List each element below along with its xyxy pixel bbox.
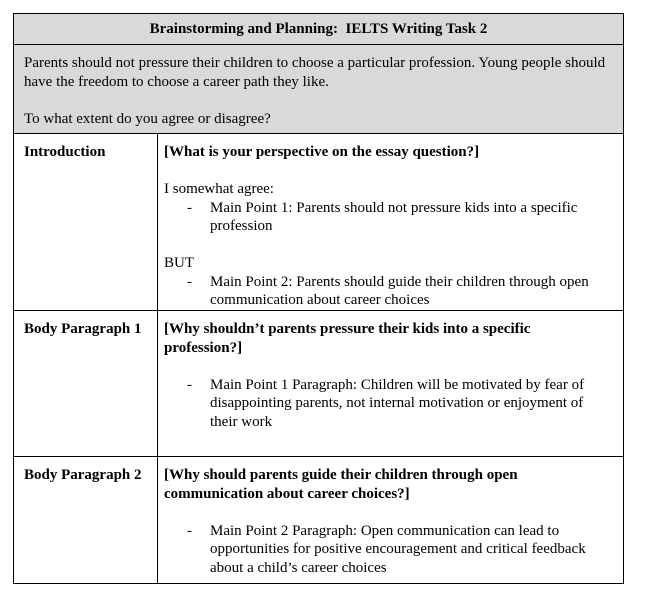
column-divider	[157, 134, 158, 310]
table-row-body-paragraph-1	[14, 311, 623, 457]
body-1-heading: [Why shouldn’t parents pressure their kids into a specific profession?]	[164, 321, 531, 356]
bullet-dash: -	[187, 199, 192, 216]
bullet-item	[164, 376, 610, 432]
row-content-introduction	[164, 143, 610, 310]
introduction-point-1: Main Point 1: Parents should not pressure kids into a specific profession	[210, 199, 578, 234]
bullet-dash: -	[187, 273, 192, 290]
bullet-item	[164, 199, 610, 236]
row-label-introduction: Introduction	[24, 144, 106, 160]
column-divider	[157, 311, 158, 456]
row-label-body-paragraph-2: Body Paragraph 2	[24, 467, 142, 483]
body-1-point: Main Point 1 Paragraph: Children will be motivated by fear of disappointing parents, not internal motivation or enjoyment of their work	[210, 376, 585, 430]
row-content-body-paragraph-1	[164, 320, 610, 431]
essay-prompt	[14, 45, 623, 134]
bullet-dash: -	[187, 376, 192, 393]
planning-table	[13, 13, 624, 584]
bullet-item	[164, 522, 610, 578]
table-title: Brainstorming and Planning: IELTS Writing Task 2	[14, 14, 623, 45]
introduction-connector: BUT	[164, 255, 194, 271]
body-2-point: Main Point 2 Paragraph: Open communication can lead to opportunities for positive encouragement and critical feedback about a child’s career choices	[210, 522, 586, 576]
introduction-heading: [What is your perspective on the essay question?]	[164, 144, 480, 160]
prompt-statement: Parents should not pressure their children to choose a particular profession. Young people should have the freedom to choose a career path they like.	[24, 55, 606, 90]
table-row-body-paragraph-2	[14, 457, 623, 584]
bullet-item	[164, 273, 610, 310]
introduction-stance: I somewhat agree:	[164, 181, 274, 197]
row-content-body-paragraph-2	[164, 466, 610, 577]
prompt-question: To what extent do you agree or disagree?	[24, 110, 271, 127]
column-divider	[157, 457, 158, 584]
body-2-heading: [Why should parents guide their children through open communication about career choices?]	[164, 467, 518, 502]
introduction-point-2: Main Point 2: Parents should guide their children through open communication about career choices	[210, 273, 589, 308]
table-row-introduction	[14, 134, 623, 311]
bullet-dash: -	[187, 522, 192, 539]
row-label-body-paragraph-1: Body Paragraph 1	[24, 321, 142, 337]
